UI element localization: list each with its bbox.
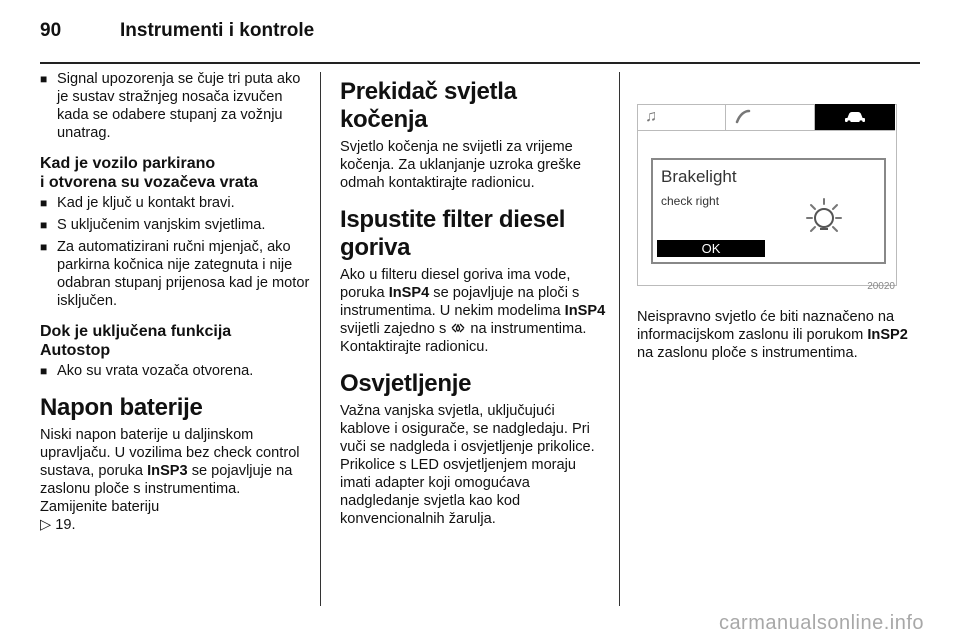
display-figure — [637, 74, 899, 294]
list-item: ■ Signal upozorenja se čuje tri puta ako je sustav stražnjeg nosača izvučen kada se odabere stupanj za vožnju unatrag. — [40, 70, 310, 142]
diesel-code: InSP4 — [388, 285, 430, 301]
phone-icon — [726, 104, 815, 131]
column-3 — [637, 70, 919, 362]
music-note-icon: ♫ — [637, 104, 726, 131]
message-subtitle: check right — [661, 194, 720, 208]
header-rule — [40, 62, 920, 64]
battery-heading: Napon baterije — [40, 394, 203, 421]
battery-code: InSP3 — [147, 463, 188, 479]
column-divider-1 — [320, 72, 321, 606]
water-in-fuel-icon — [450, 322, 466, 334]
column-1 — [40, 70, 310, 534]
autostop-bullet-list — [40, 362, 310, 380]
column-divider-2 — [619, 72, 620, 606]
column-2 — [340, 70, 608, 528]
battery-paragraph: Niski napon baterije u daljinskom upravljaču. U vozilima bez check control sustava, poruka InSP3 se pojavljuje na zaslonu ploče s instrumentima. Zamijenite bateriju ▷ 19. — [40, 427, 300, 533]
parked-heading: Kad je vozilo parkirano i otvorena su vozačeva vrata — [40, 155, 258, 191]
figure-code: 20020 — [867, 281, 895, 292]
watermark: carmanualsonline.info — [718, 612, 924, 634]
autostop-heading: Dok je uključena funkcija Autostop — [40, 323, 232, 359]
page-ref-arrow-icon: ▷ — [40, 517, 52, 533]
list-item: ■ S uključenim vanjskim svjetlima. — [40, 216, 310, 234]
list-item: ■ Za automatizirani ručni mjenjač, ako parkirna kočnica nije zategnuta i nije odabran stupanj prijenosa kad je motor isključen. — [40, 238, 310, 310]
lighting-paragraph: Važna vanjska svjetla, uključujući kablove i osigurače, se nadgledaju. Pri vuči se nadgleda i osvjetljenje prikolice. Prikolice s LED osvjetljenjem moraju imati adapter koji omogućava nadgledanje svjetla kao kod konvencionalnih žarulja. — [340, 403, 595, 527]
car-icon — [815, 104, 895, 131]
col3-paragraph: Neispravno svjetlo će biti naznačeno na informacijskom zaslonu ili porukom InSP2 na zaslonu ploče s instrumentima. — [637, 309, 908, 361]
message-screen — [651, 158, 886, 264]
display-tabs — [637, 104, 895, 131]
ok-button: OK — [657, 240, 765, 257]
brake-paragraph: Svjetlo kočenja ne svijetli za vrijeme kočenja. Za uklanjanje uzroka greške odmah kontaktirajte radionicu. — [340, 139, 581, 191]
bulb-icon — [801, 196, 847, 247]
page-number: 90 — [40, 20, 62, 41]
page-header — [40, 14, 920, 50]
section-title: Instrumenti i kontrole — [120, 20, 315, 41]
insp2-code: InSP2 — [867, 327, 908, 343]
page-ref[interactable]: 19. — [55, 517, 76, 533]
top-bullet-list — [40, 70, 310, 142]
diesel-code: InSP4 — [564, 303, 606, 319]
message-title: Brakelight — [661, 167, 737, 186]
diesel-paragraph: Ako u filteru diesel goriva ima vode, poruka InSP4 se pojavljuje na ploči s instrumentima. U nekim modelima InSP4 svijetli zajedno s na instrumentima. Kontaktirajte radionicu. — [340, 267, 606, 355]
list-item: ■ Ako su vrata vozača otvorena. — [40, 362, 310, 380]
lighting-heading: Osvjetljenje — [340, 370, 472, 397]
parked-bullet-list — [40, 194, 310, 310]
list-item: ■ Kad je ključ u kontakt bravi. — [40, 194, 310, 212]
diesel-heading: Ispustite filter diesel goriva — [340, 206, 566, 261]
brake-heading: Prekidač svjetla kočenja — [340, 78, 517, 133]
